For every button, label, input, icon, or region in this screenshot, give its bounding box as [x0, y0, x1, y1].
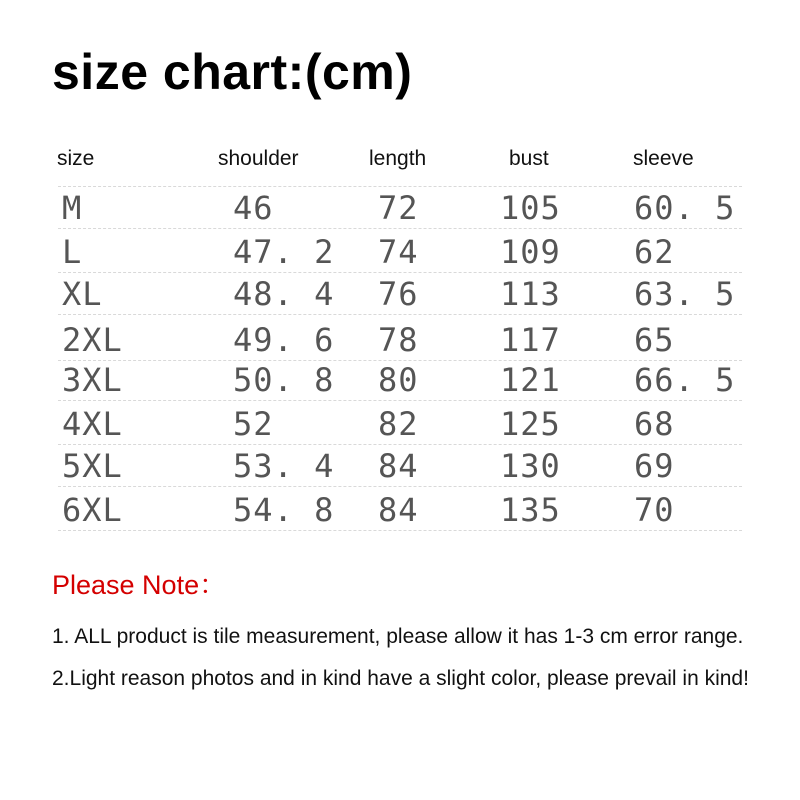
- cell-shoulder: 49. 6: [233, 321, 335, 359]
- cell-bust: 125: [500, 405, 561, 443]
- cell-shoulder: 50. 8: [233, 361, 335, 399]
- cell-sleeve: 69: [634, 447, 675, 485]
- cell-sleeve: 66. 5: [634, 361, 736, 399]
- cell-size: 3XL: [62, 361, 123, 399]
- cell-sleeve: 70: [634, 491, 675, 529]
- cell-length: 82: [378, 405, 419, 443]
- cell-length: 84: [378, 447, 419, 485]
- column-header-sleeve: sleeve: [633, 147, 694, 170]
- cell-length: 72: [378, 189, 419, 227]
- cell-size: M: [62, 189, 83, 227]
- cell-bust: 135: [500, 491, 561, 529]
- table-row: [58, 318, 742, 358]
- cell-sleeve: 60. 5: [634, 189, 736, 227]
- table-row: [58, 230, 742, 270]
- table-row: [58, 272, 742, 312]
- cell-shoulder: 46: [233, 189, 274, 227]
- note-line: 2.Light reason photos and in kind have a slight color, please prevail in kind!: [52, 667, 749, 690]
- cell-length: 76: [378, 275, 419, 313]
- column-header-length: length: [369, 147, 427, 170]
- table-row: [58, 186, 742, 226]
- table-header-row: [0, 144, 800, 174]
- cell-bust: 130: [500, 447, 561, 485]
- column-header-shoulder: shoulder: [218, 147, 299, 170]
- cell-sleeve: 65: [634, 321, 675, 359]
- table-row: [58, 402, 742, 442]
- cell-size: 4XL: [62, 405, 123, 443]
- cell-size: L: [62, 233, 83, 271]
- cell-size: 6XL: [62, 491, 123, 529]
- cell-shoulder: 47. 2: [233, 233, 335, 271]
- cell-length: 78: [378, 321, 419, 359]
- cell-size: 2XL: [62, 321, 123, 359]
- cell-size: 5XL: [62, 447, 123, 485]
- column-header-size: size: [57, 147, 95, 170]
- table-row: [58, 444, 742, 484]
- cell-length: 80: [378, 361, 419, 399]
- cell-shoulder: 48. 4: [233, 275, 335, 313]
- page-title: size chart:(cm): [52, 44, 413, 100]
- cell-sleeve: 68: [634, 405, 675, 443]
- cell-bust: 121: [500, 361, 561, 399]
- cell-length: 84: [378, 491, 419, 529]
- cell-length: 74: [378, 233, 419, 271]
- cell-bust: 105: [500, 189, 561, 227]
- cell-bust: 109: [500, 233, 561, 271]
- size-table-body: [58, 186, 742, 532]
- cell-bust: 113: [500, 275, 561, 313]
- cell-sleeve: 62: [634, 233, 675, 271]
- cell-sleeve: 63. 5: [634, 275, 736, 313]
- cell-shoulder: 52: [233, 405, 274, 443]
- table-row: [58, 488, 742, 528]
- note-line: 1. ALL product is tile measurement, please allow it has 1-3 cm error range.: [52, 625, 744, 648]
- column-header-bust: bust: [509, 147, 549, 170]
- table-row: [58, 358, 742, 398]
- note-body: [52, 616, 782, 700]
- cell-shoulder: 54. 8: [233, 491, 335, 529]
- cell-shoulder: 53. 4: [233, 447, 335, 485]
- cell-size: XL: [62, 275, 103, 313]
- cell-bust: 117: [500, 321, 561, 359]
- note-title: Please Note：: [52, 570, 227, 600]
